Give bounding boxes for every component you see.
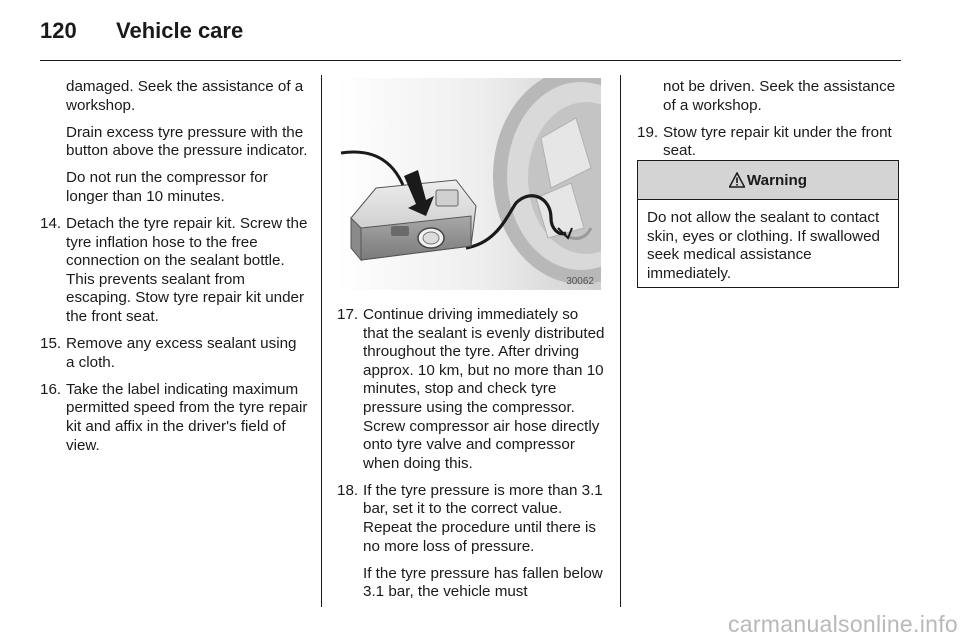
item-number: 18.	[337, 481, 359, 499]
item-text: Stow tyre repair kit under the front seat.	[663, 123, 892, 160]
page-number: 120	[40, 18, 77, 43]
column-right	[637, 78, 902, 169]
watermark: carmanualsonline.info	[727, 611, 958, 637]
paragraph: If the tyre pressure has fallen below 3.1 bar, the vehicle must	[363, 564, 603, 601]
list-item	[337, 482, 607, 556]
item-number: 19.	[637, 123, 659, 141]
warning-text: Do not allow the sealant to contact skin, eyes or clothing. If swallowed seek medical assistance immediately.	[647, 209, 880, 282]
paragraph: Do not run the compressor for longer than 10 minutes.	[66, 169, 268, 205]
warning-header	[638, 161, 898, 200]
header-rule	[40, 60, 901, 61]
warning-box	[637, 160, 899, 288]
column-divider	[321, 75, 322, 607]
list-item	[40, 381, 308, 455]
item-number: 14.	[40, 215, 62, 233]
item-number: 17.	[337, 306, 359, 323]
list-item	[337, 306, 607, 473]
warning-triangle-icon	[729, 172, 745, 188]
item-text: Detach the tyre repair kit. Screw the tyre inflation hose to the free connection on the sealant bottle. This prevents sealant from escaping. Stow tyre repair kit under the front seat.	[66, 215, 308, 326]
column-divider	[620, 75, 621, 607]
column-left	[40, 78, 308, 464]
item-number: 16.	[40, 380, 62, 398]
item-text: Take the label indicating maximum permitted speed from the tyre repair kit and affix in the driver's field of view.	[66, 380, 308, 454]
paragraph: Drain excess tyre pressure with the button above the pressure indicator.	[66, 123, 308, 160]
item-text: Remove any excess sealant using a cloth.	[66, 335, 297, 371]
tyre-repair-kit-illustration	[336, 78, 601, 290]
list-item	[637, 124, 902, 161]
column-middle	[337, 306, 607, 610]
warning-title: Warning	[746, 171, 808, 189]
compressor-illustration	[336, 78, 601, 290]
figure-code: 30062	[566, 276, 594, 287]
item-text: Continue driving immediately so that the sealant is evenly distributed throughout the tyre. After driving approx. 10 km, but no more than 10 minutes, stop and check tyre pressure using the compressor. Screw compressor air hose directly onto tyre valve and compressor when doing this.	[363, 306, 605, 472]
list-item	[40, 335, 308, 372]
page-header	[40, 14, 920, 50]
paragraph: damaged. Seek the assistance of a workshop.	[66, 78, 304, 114]
item-text: If the tyre pressure is more than 3.1 bar, set it to the correct value. Repeat the procedure until there is no more loss of pressure.	[363, 481, 603, 555]
paragraph: not be driven. Seek the assistance of a workshop.	[663, 78, 896, 114]
list-item	[40, 215, 308, 327]
page-title: Vehicle care	[116, 18, 244, 43]
item-number: 15.	[40, 335, 62, 353]
